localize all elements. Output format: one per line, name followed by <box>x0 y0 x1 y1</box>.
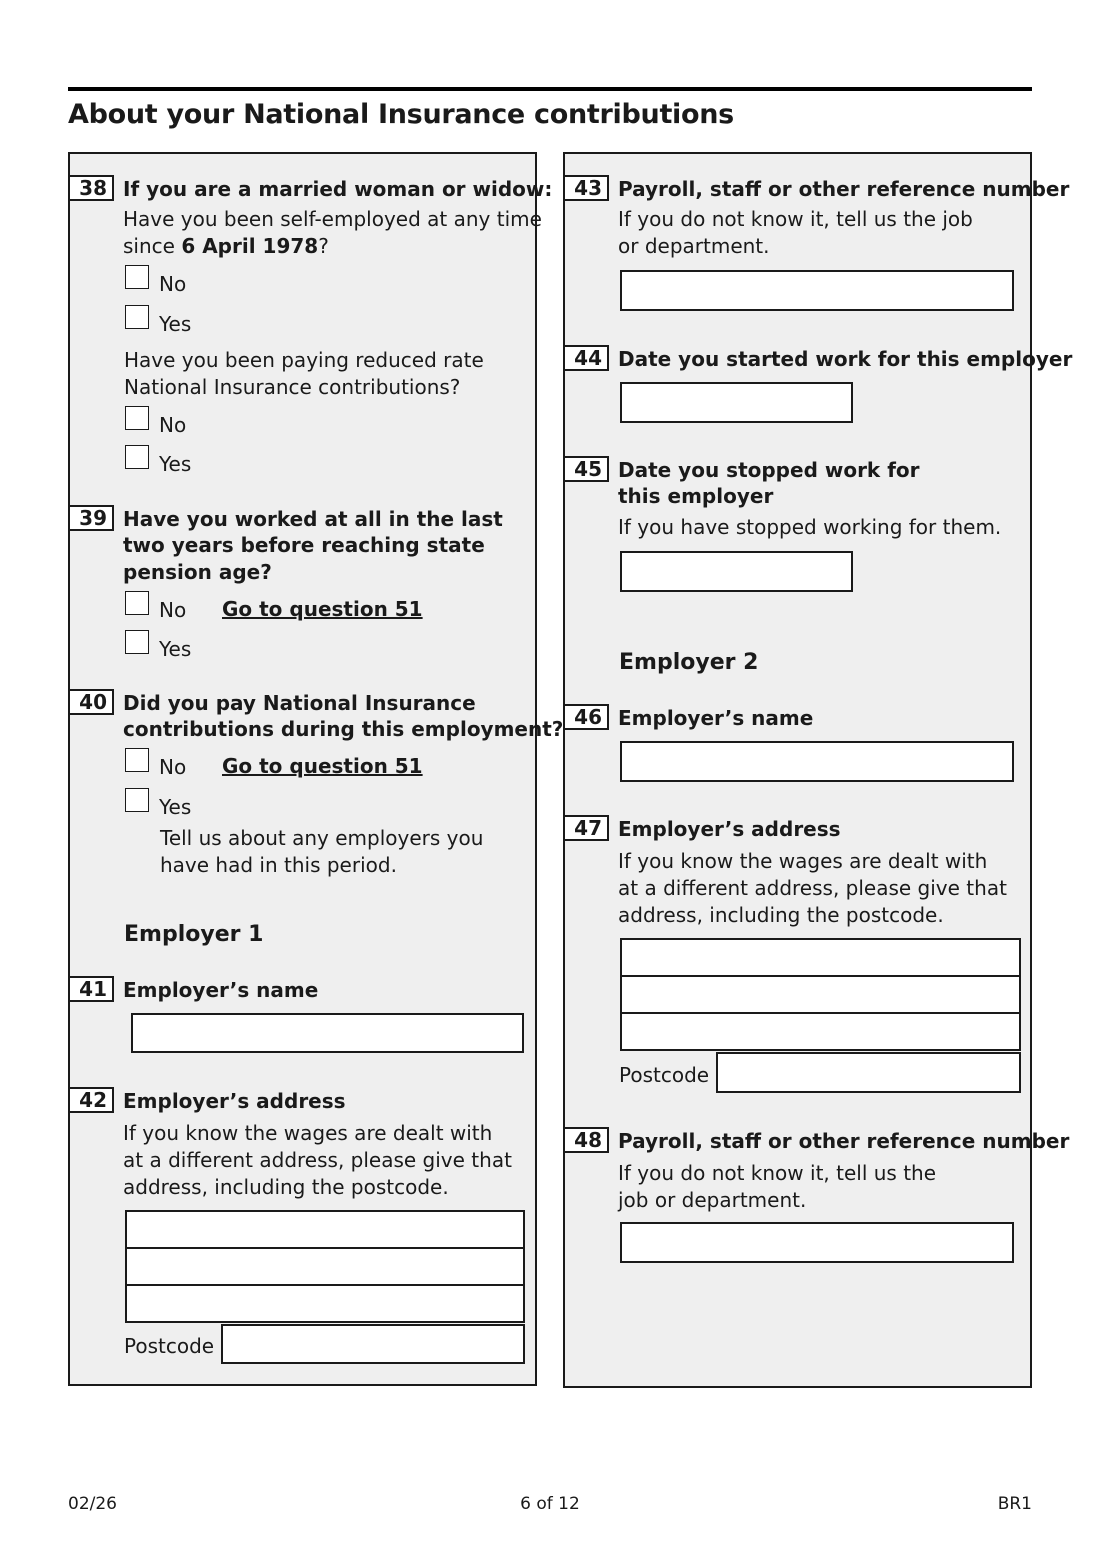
q40-instructions-line2: have had in this period. <box>160 853 397 877</box>
employer-1-start-date-field[interactable] <box>620 382 853 423</box>
q39-no-checkbox[interactable] <box>125 591 149 615</box>
q40-go-to-question-51-link[interactable]: Go to question 51 <box>222 754 423 778</box>
employer-1-address-line3-field[interactable] <box>125 1284 525 1323</box>
employer-1-reference-field[interactable] <box>620 270 1014 311</box>
q38-yes-label: Yes <box>159 312 192 336</box>
question-41-title: Employer’s name <box>123 978 319 1002</box>
question-45-title-line1: Date you stopped work for <box>618 458 920 482</box>
employer-2-heading: Employer 2 <box>619 650 759 675</box>
footer-form-date: 02/26 <box>68 1494 117 1514</box>
employer-2-name-field[interactable] <box>620 741 1014 782</box>
q38-reduced-rate-line2: National Insurance contributions? <box>124 375 461 399</box>
question-45-title-line2: this employer <box>618 484 774 508</box>
q38-no-label: No <box>159 272 187 296</box>
question-number-46: 46 <box>565 704 609 730</box>
employer-2-reference-field[interactable] <box>620 1222 1014 1263</box>
q38-reduced-no-checkbox[interactable] <box>125 406 149 430</box>
right-column-panel <box>563 152 1073 1388</box>
question-number-45: 45 <box>565 456 609 482</box>
question-42-text-line1: If you know the wages are dealt with <box>123 1121 493 1145</box>
employer-2-address-line2-field[interactable] <box>620 975 1021 1014</box>
question-number-43: 43 <box>565 175 609 201</box>
footer-form-code: BR1 <box>997 1494 1032 1514</box>
question-47-text-line2: at a different address, please give that <box>618 876 1007 900</box>
question-number-44: 44 <box>565 345 609 371</box>
question-43-title: Payroll, staff or other reference number <box>618 177 1070 201</box>
employer-1-name-field[interactable] <box>131 1013 524 1053</box>
question-43-text-line2: or department. <box>618 234 770 258</box>
question-number-39: 39 <box>70 505 114 531</box>
question-48-title: Payroll, staff or other reference number <box>618 1129 1070 1153</box>
question-40-title-line1: Did you pay National Insurance <box>123 691 476 715</box>
question-39-title-line1: Have you worked at all in the last <box>123 507 503 531</box>
top-rule <box>68 87 1032 91</box>
q38-reduced-yes-label: Yes <box>159 452 192 476</box>
employer-1-postcode-label: Postcode <box>124 1334 215 1358</box>
question-number-41: 41 <box>70 976 114 1002</box>
question-number-48: 48 <box>565 1127 609 1153</box>
employer-1-stop-date-field[interactable] <box>620 551 853 592</box>
employer-1-postcode-field[interactable] <box>221 1324 525 1364</box>
question-40-title-line2: contributions during this employment? <box>123 717 564 741</box>
question-38-text-line1: Have you been self-employed at any time <box>123 207 542 231</box>
question-number-47: 47 <box>565 815 609 841</box>
question-48-text-line2: job or department. <box>618 1188 807 1212</box>
q40-instructions-line1: Tell us about any employers you <box>160 826 484 850</box>
q40-yes-label: Yes <box>159 795 192 819</box>
question-39-title-line2: two years before reaching state <box>123 533 485 557</box>
employer-1-address-line2-field[interactable] <box>125 1247 525 1286</box>
q40-no-checkbox[interactable] <box>125 748 149 772</box>
q38-reduced-rate-line1: Have you been paying reduced rate <box>124 348 484 372</box>
q39-no-label: No <box>159 598 187 622</box>
question-38-title: If you are a married woman or widow: <box>123 177 553 201</box>
question-48-text-line1: If you do not know it, tell us the <box>618 1161 937 1185</box>
question-44-title: Date you started work for this employer <box>618 347 1073 371</box>
question-number-42: 42 <box>70 1087 114 1113</box>
question-42-text-line2: at a different address, please give that <box>123 1148 512 1172</box>
question-39-title-line3: pension age? <box>123 560 272 584</box>
employer-1-heading: Employer 1 <box>124 922 264 947</box>
question-45-text: If you have stopped working for them. <box>618 515 1002 539</box>
question-47-title: Employer’s address <box>618 817 841 841</box>
question-number-40: 40 <box>70 689 114 715</box>
employer-2-address-line3-field[interactable] <box>620 1012 1021 1051</box>
left-column-panel <box>68 152 564 1386</box>
footer-page-number: 6 of 12 <box>520 1494 580 1514</box>
question-number-38: 38 <box>70 175 114 201</box>
question-38-text-line2: since 6 April 1978? <box>123 234 329 258</box>
question-42-title: Employer’s address <box>123 1089 346 1113</box>
employer-2-postcode-label: Postcode <box>619 1063 710 1087</box>
question-43-text-line1: If you do not know it, tell us the job <box>618 207 973 231</box>
q38-reduced-yes-checkbox[interactable] <box>125 445 149 469</box>
q38-reduced-no-label: No <box>159 413 187 437</box>
question-47-text-line1: If you know the wages are dealt with <box>618 849 988 873</box>
question-47-text-line3: address, including the postcode. <box>618 903 944 927</box>
q39-go-to-question-51-link[interactable]: Go to question 51 <box>222 597 423 621</box>
question-42-text-line3: address, including the postcode. <box>123 1175 449 1199</box>
q40-yes-checkbox[interactable] <box>125 788 149 812</box>
q38-yes-checkbox[interactable] <box>125 305 149 329</box>
employer-2-address-line1-field[interactable] <box>620 938 1021 977</box>
q39-yes-checkbox[interactable] <box>125 630 149 654</box>
question-46-title: Employer’s name <box>618 706 814 730</box>
q38-no-checkbox[interactable] <box>125 265 149 289</box>
q39-yes-label: Yes <box>159 637 192 661</box>
page-title: About your National Insurance contributions <box>68 99 734 130</box>
employer-1-address-line1-field[interactable] <box>125 1210 525 1249</box>
q40-no-label: No <box>159 755 187 779</box>
employer-2-postcode-field[interactable] <box>716 1052 1021 1093</box>
